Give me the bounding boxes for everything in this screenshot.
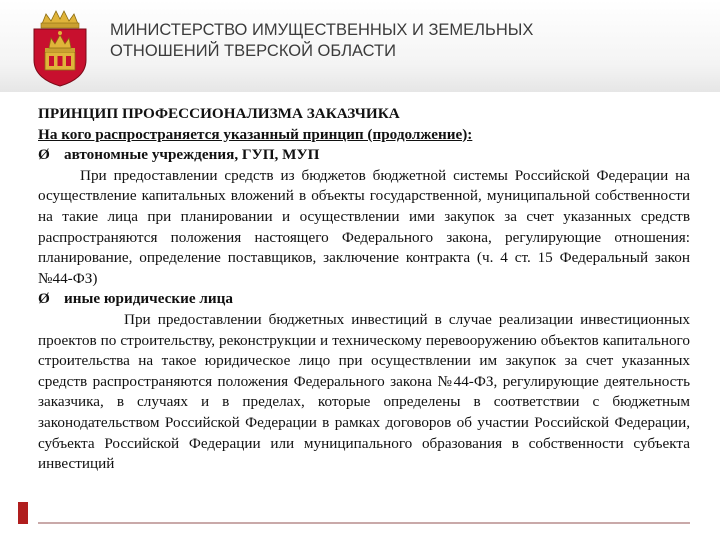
bottom-divider [38, 522, 690, 524]
organization-title [110, 20, 670, 62]
accent-bar [18, 502, 28, 524]
section-subheading: На кого распространяется указанный принцип (продолжение): [38, 125, 473, 143]
bullet-item-2 [38, 289, 690, 310]
bullet-arrow-icon: Ø [38, 290, 50, 308]
paragraph-1: При предоставлении средств из бюджетов бюджетной системы Российской Федерации на осуществление капитальных вложений в объекты государственной, муниципальной собственности на такие лица при планировании и осуществлении ими закупок за счет указанных средств распространяются положения настоящего Федерального закона, регулирующие отношения: планирование, определение поставщиков, заключение контракта (ч. 4 ст. 15 Федеральный закон №44-ФЗ) [38, 166, 690, 287]
org-title-line-1: МИНИСТЕРСТВО ИМУЩЕСТВЕННЫХ И ЗЕМЕЛЬНЫХ [110, 21, 534, 39]
bullet-arrow-icon: Ø [38, 146, 50, 164]
paragraph-2: При предоставлении бюджетных инвестиций в случае реализации инвестиционных проектов по строительству, реконструкции и техническому перевооружению объектов капитального строительства на такое юридическое лицо при осуществлении им закупок за счет указанных средств распространяются положения Федерального закона №44-ФЗ, регулирующие деятельность заказчика, в случаях и в пределах, которые определены в соответствии с бюджетным законодательством Российской Федерации в рамках договоров об участии Российской Федерации, субъекта Российской Федерации или муниципального образования в собственности субъекта инвестиций [38, 310, 690, 473]
header-band [0, 0, 720, 92]
section-heading: ПРИНЦИП ПРОФЕССИОНАЛИЗМА ЗАКАЗЧИКА [38, 105, 400, 122]
org-title-line-2: ОТНОШЕНИЙ ТВЕРСКОЙ ОБЛАСТИ [110, 42, 396, 60]
tver-coat-of-arms-icon [20, 8, 100, 88]
bullet-item-2-text: иные юридические лица [64, 290, 234, 308]
bullet-item-1 [38, 145, 690, 166]
bullet-item-1-text: автономные учреждения, ГУП, МУП [64, 146, 320, 164]
document-body [38, 104, 690, 475]
